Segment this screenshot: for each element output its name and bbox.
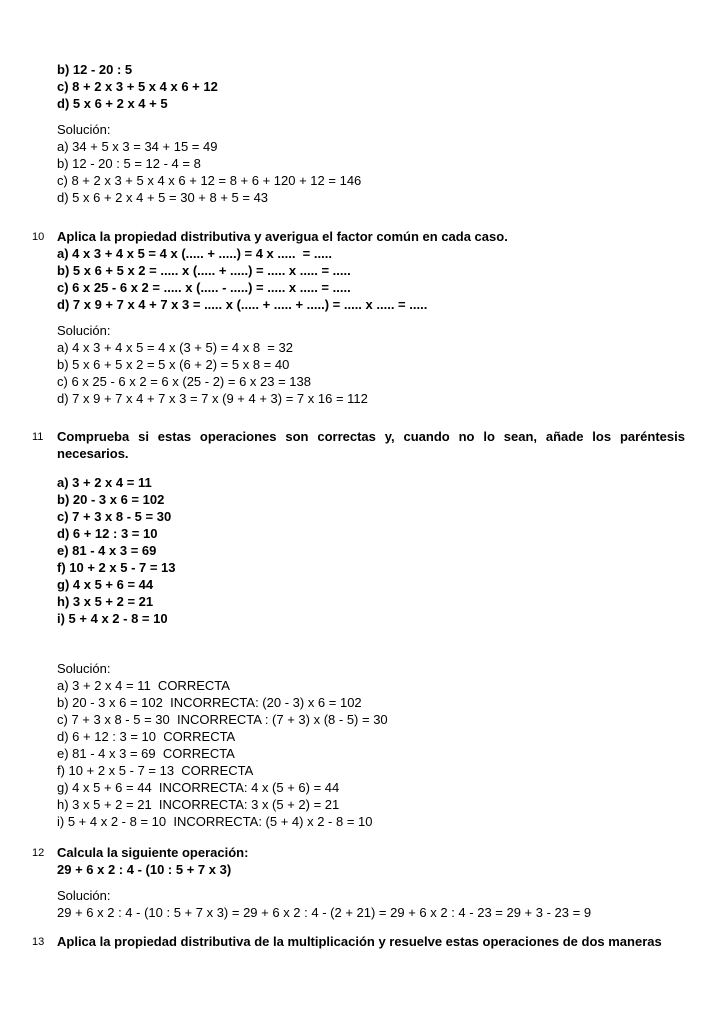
exercise-number: 10 [32,231,45,243]
solution-line: b) 20 - 3 x 6 = 102 INCORRECTA: (20 - 3) x 6 = 102 [57,695,362,710]
exercise-item: b) 20 - 3 x 6 = 102 [57,492,165,507]
exercise-item: g) 4 x 5 + 6 = 44 [57,577,154,592]
solution-line: c) 7 + 3 x 8 - 5 = 30 INCORRECTA : (7 + 3) x (8 - 5) = 30 [57,712,388,727]
solution-line: d) 5 x 6 + 2 x 4 + 5 = 30 + 8 + 5 = 43 [57,190,269,205]
exercise-item: c) 8 + 2 x 3 + 5 x 4 x 6 + 12 [57,79,218,94]
exercise-item: e) 81 - 4 x 3 = 69 [57,543,157,558]
exercise-item: h) 3 x 5 + 2 = 21 [57,594,154,609]
exercise-title: Aplica la propiedad distributiva de la multiplicación y resuelve estas operaciones de dos maneras [57,934,662,949]
solution-line: b) 12 - 20 : 5 = 12 - 4 = 8 [57,156,201,171]
solution-line: 29 + 6 x 2 : 4 - (10 : 5 + 7 x 3) = 29 + 6 x 2 : 4 - (2 + 21) = 29 + 6 x 2 : 4 - 23 = 29 + 3 - 23 = 9 [57,905,592,920]
exercise-item: b) 12 - 20 : 5 [57,62,133,77]
solution-line: a) 3 + 2 x 4 = 11 CORRECTA [57,678,230,693]
exercise-number: 12 [32,847,45,859]
solution-line: i) 5 + 4 x 2 - 8 = 10 INCORRECTA: (5 + 4) x 2 - 8 = 10 [57,814,373,829]
solution-label: Solución: [57,888,111,903]
solution-line: a) 34 + 5 x 3 = 34 + 15 = 49 [57,139,218,154]
exercise-number: 13 [32,936,45,948]
exercise-item: c) 6 x 25 - 6 x 2 = ..... x (..... - .....) = ..... x ..... = ..... [57,280,351,295]
solution-label: Solución: [57,122,111,137]
solution-label: Solución: [57,661,111,676]
solution-line: g) 4 x 5 + 6 = 44 INCORRECTA: 4 x (5 + 6) = 44 [57,780,340,795]
exercise-item: a) 4 x 3 + 4 x 5 = 4 x (..... + .....) = 4 x ..... = ..... [57,246,332,261]
solution-line: d) 6 + 12 : 3 = 10 CORRECTA [57,729,236,744]
exercise-item: d) 5 x 6 + 2 x 4 + 5 [57,96,168,111]
exercise-item: f) 10 + 2 x 5 - 7 = 13 [57,560,176,575]
exercise-item: a) 3 + 2 x 4 = 11 [57,475,152,490]
exercise-item: d) 6 + 12 : 3 = 10 [57,526,158,541]
solution-line: f) 10 + 2 x 5 - 7 = 13 CORRECTA [57,763,254,778]
exercise-title: Calcula la siguiente operación: [57,845,249,860]
solution-line: c) 8 + 2 x 3 + 5 x 4 x 6 + 12 = 8 + 6 + 120 + 12 = 146 [57,173,362,188]
exercise-item: c) 7 + 3 x 8 - 5 = 30 [57,509,172,524]
exercise-title: Comprueba si estas operaciones son correctas y, cuando no lo sean, añade los paréntesis [57,429,685,444]
solution-line: d) 7 x 9 + 7 x 4 + 7 x 3 = 7 x (9 + 4 + 3) = 7 x 16 = 112 [57,391,368,406]
solution-label: Solución: [57,323,111,338]
exercise-item: d) 7 x 9 + 7 x 4 + 7 x 3 = ..... x (..... + ..... + .....) = ..... x ..... = ..... [57,297,428,312]
exercise-item: 29 + 6 x 2 : 4 - (10 : 5 + 7 x 3) [57,862,232,877]
solution-line: b) 5 x 6 + 5 x 2 = 5 x (6 + 2) = 5 x 8 = 40 [57,357,290,372]
exercise-item: b) 5 x 6 + 5 x 2 = ..... x (..... + .....) = ..... x ..... = ..... [57,263,351,278]
exercise-title-continuation: necesarios. [57,446,129,461]
solution-line: c) 6 x 25 - 6 x 2 = 6 x (25 - 2) = 6 x 23 = 138 [57,374,311,389]
exercise-item: i) 5 + 4 x 2 - 8 = 10 [57,611,168,626]
solution-line: h) 3 x 5 + 2 = 21 INCORRECTA: 3 x (5 + 2) = 21 [57,797,340,812]
exercise-number: 11 [32,431,44,443]
exercise-title: Aplica la propiedad distributiva y averigua el factor común en cada caso. [57,229,508,244]
solution-line: a) 4 x 3 + 4 x 5 = 4 x (3 + 5) = 4 x 8 = 32 [57,340,293,355]
solution-line: e) 81 - 4 x 3 = 69 CORRECTA [57,746,235,761]
